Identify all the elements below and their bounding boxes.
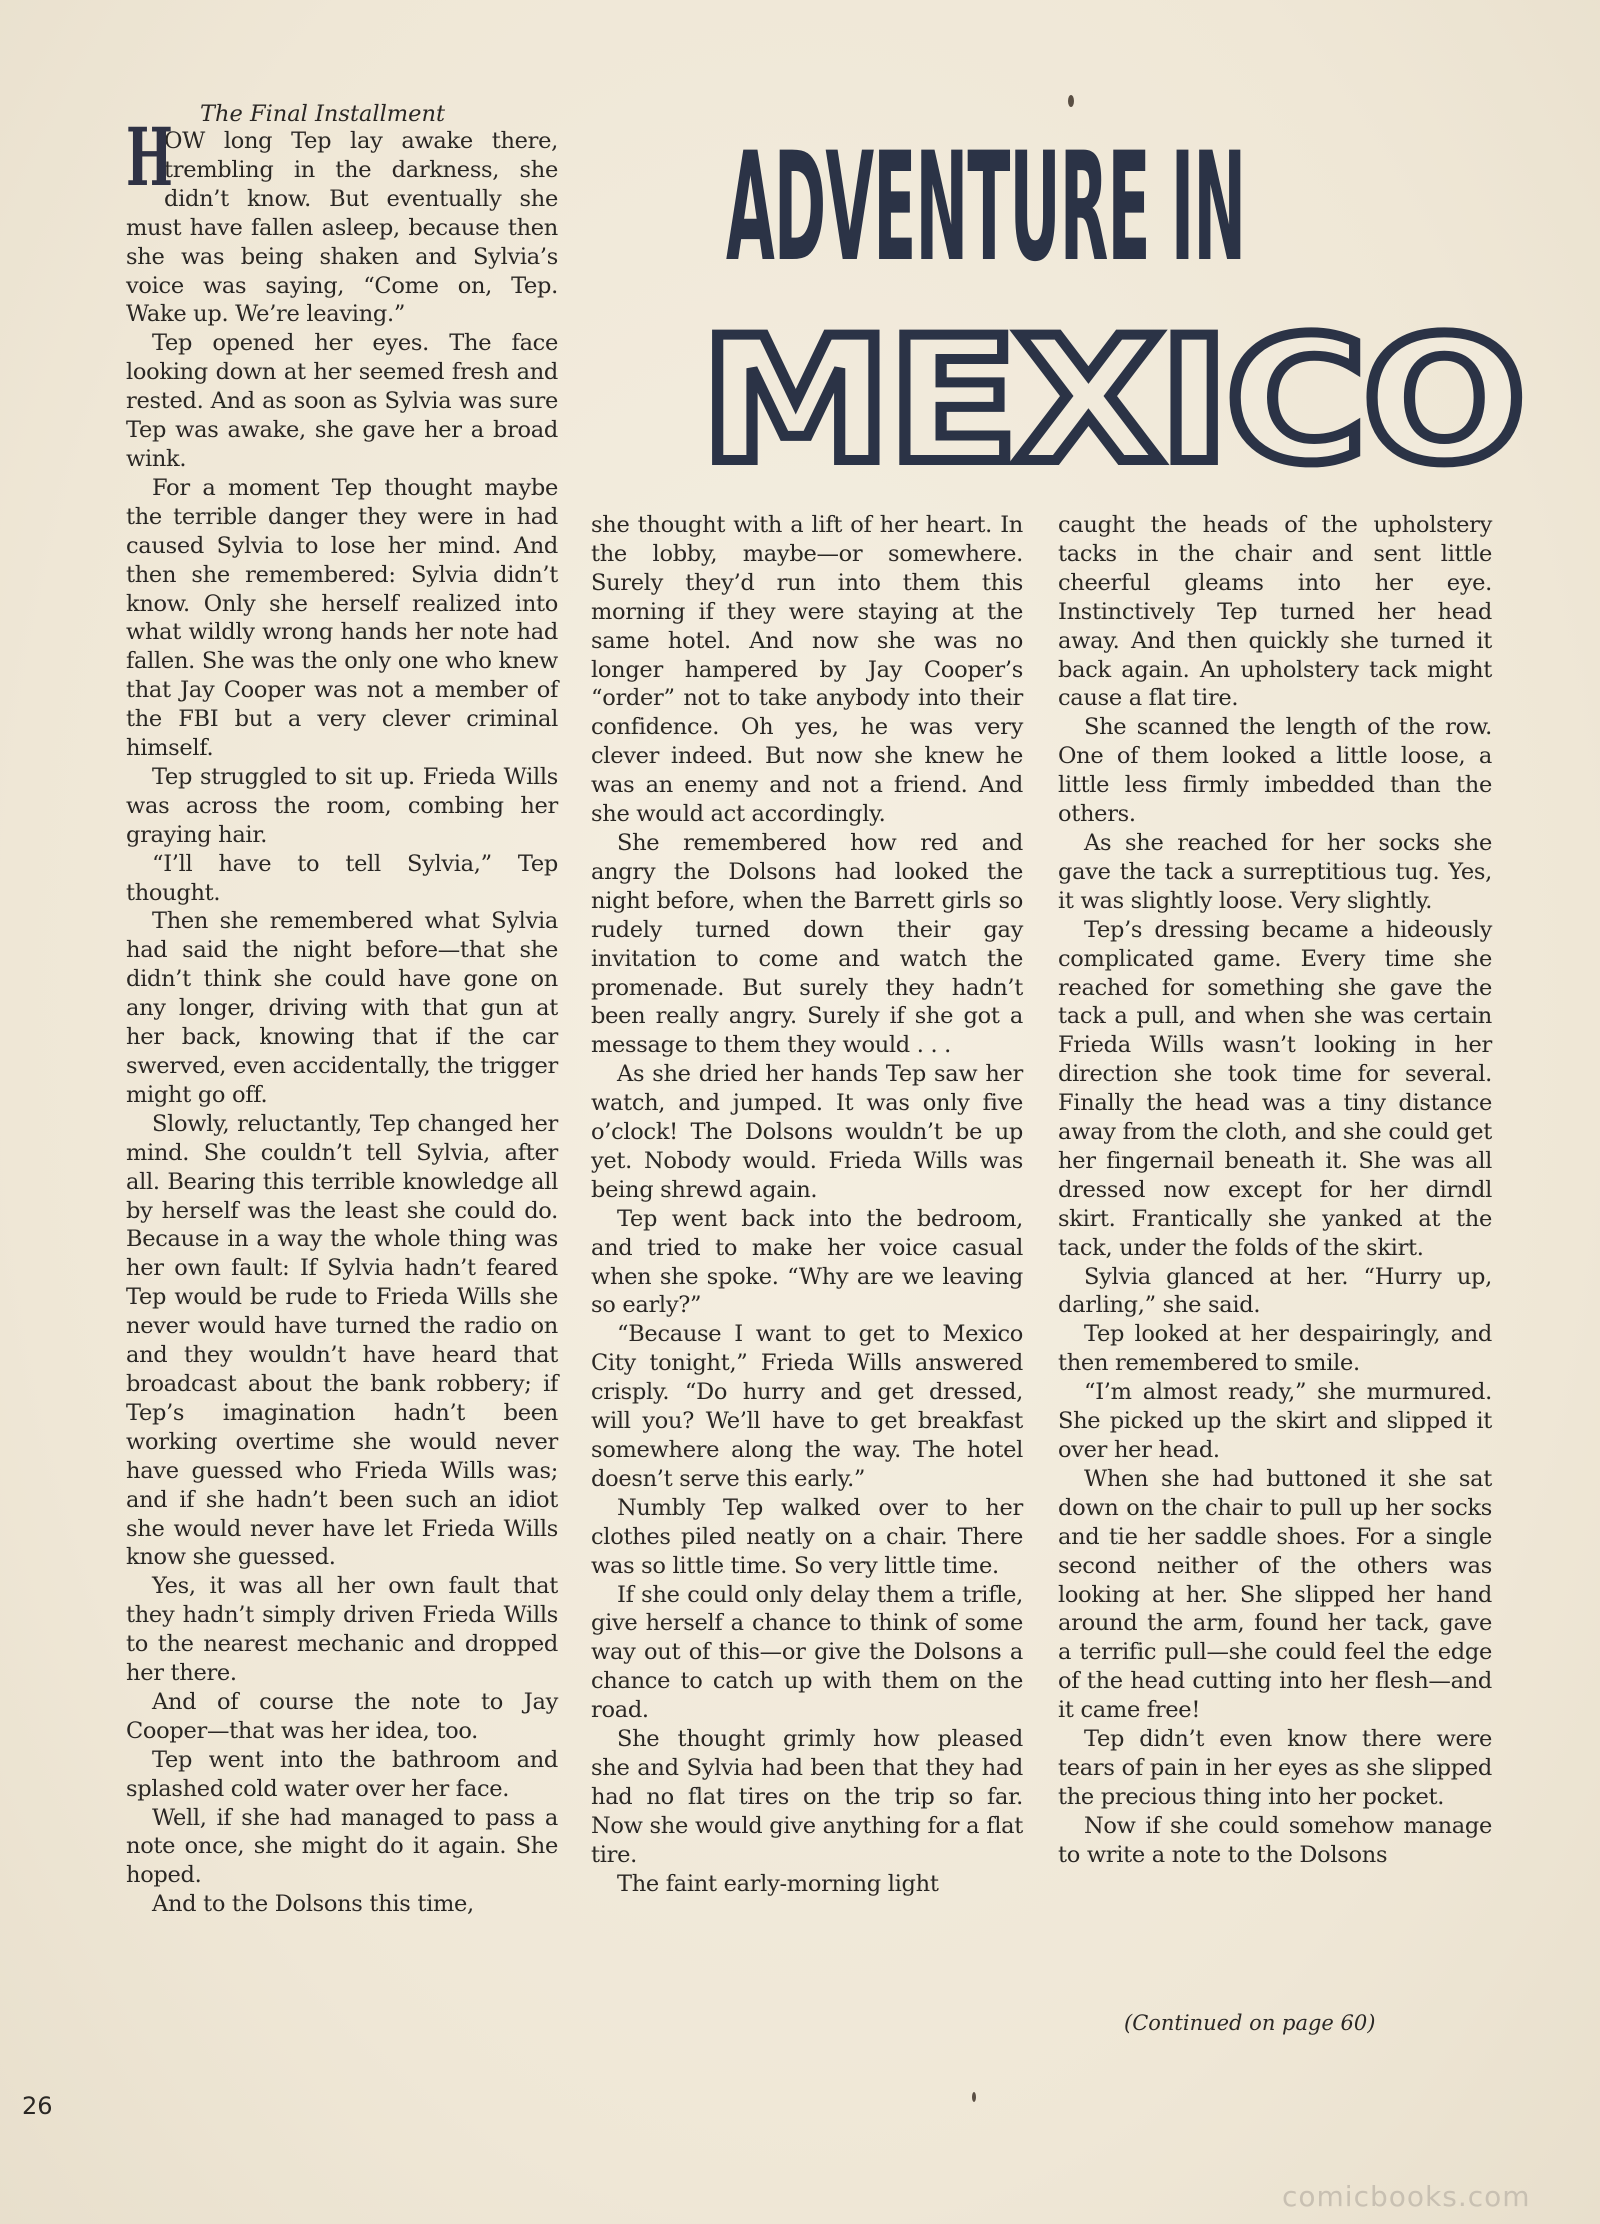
paragraph: If she could only delay them a trifle, give herself a chance to think of some way out of this—or give the Dolsons a chance to catch up with them on the road. (591, 1581, 1023, 1724)
paragraph: Tep went into the bathroom and splashed cold water over her face. (126, 1746, 558, 1802)
title-line-2: MEXICO (700, 300, 1522, 501)
installment-label: The Final Installment (200, 101, 445, 127)
paragraph: Tep didn’t even know there were tears of pain in her eyes as she slipped the precious thing into her pocket. (1058, 1726, 1492, 1810)
paragraph: Sylvia glanced at her. “Hurry up, darling,” she said. (1058, 1263, 1492, 1319)
drop-cap: H (126, 110, 173, 204)
paragraph: When she had buttoned it she sat down on the chair to pull up her socks and tie her saddle shoes. For a single second neither of the others was looking at her. She slipped her hand around the arm, found her tack, gave a terrific pull—she could feel the edge of the head cutting into her flesh—and it came free! (1058, 1465, 1492, 1724)
paragraph: For a moment Tep thought maybe the terrible danger they were in had caused Sylvia to lose her mind. And then she remembered: Sylvia didn’t know. Only she herself realized into what wildly wrong hands her note had fallen. She was the only one who knew that Jay Cooper was not a member of the FBI but a very clever criminal himself. (126, 474, 558, 762)
paragraph: “I’m almost ready,” she murmured. She picked up the skirt and slipped it over her head. (1058, 1379, 1492, 1463)
paragraph: Tep opened her eyes. The face looking down at her seemed fresh and rested. And as soon as Sylvia was sure Tep was awake, she gave her a broad wink. (126, 330, 558, 472)
paragraph: Tep went back into the bedroom, and tried to make her voice casual when she spoke. “Why are we leaving so early?” (591, 1205, 1023, 1319)
paragraph: The faint early-morning light (617, 1870, 939, 1897)
paragraph: Tep’s dressing became a hideously complicated game. Every time she reached for something she gave the tack a pull, and when she was certain Frieda Wills wasn’t looking in her direction she took time for several. Finally the head was a tiny distance away from the cloth, and she could get her fingernail beneath it. She was all dressed now except for her dirndl skirt. Frantically she yanked at the tack, under the folds of the skirt. (1058, 916, 1492, 1261)
ink-speck (972, 2092, 976, 2102)
paragraph: “I’ll have to tell Sylvia,” Tep thought. (126, 850, 558, 906)
paragraph: As she reached for her socks she gave the tack a surreptitious tug. Yes, it was slightly loose. Very slightly. (1058, 829, 1492, 914)
paragraph: OW long Tep lay awake there, trembling in the darkness, she didn’t know. But eventually she must have fallen asleep, because then she was being shaken and Sylvia’s voice was saying, “Come on, Tep. Wake up. We’re leaving.” (126, 128, 558, 328)
paragraph: Tep struggled to sit up. Frieda Wills was across the room, combing her graying hair. (126, 763, 558, 848)
continued-note: (Continued on page 60) (1124, 2011, 1376, 2035)
ink-speck (1068, 95, 1074, 107)
paragraph: Well, if she had managed to pass a note once, she might do it again. She hoped. (126, 1804, 558, 1889)
paragraph: She thought grimly how pleased she and Sylvia had been that they had had no flat tires on the trip so far. Now she would give anything for a flat tire. (591, 1726, 1023, 1868)
paragraph: She scanned the length of the row. One of them looked a little loose, a little less firmly imbedded than the others. (1058, 714, 1492, 828)
paragraph: And to the Dolsons this time, (152, 1891, 474, 1918)
paragraph: Now if she could somehow manage to write a note to the Dolsons (1058, 1812, 1492, 1868)
paragraph: “Because I want to get to Mexico City tonight,” Frieda Wills answered crisply. “Do hurry and get dressed, will you? We’ll have to get breakfast somewhere along the way. The hotel doesn’t serve this early.” (591, 1321, 1023, 1492)
paragraph: caught the heads of the upholstery tacks in the chair and sent little cheerful gleams into her eye. Instinctively Tep turned her head away. And then quickly she turned it back again. An upholstery tack might cause a flat tire. (1058, 512, 1492, 712)
paragraph: As she dried her hands Tep saw her watch, and jumped. It was only five o’clock! The Dolsons wouldn’t be up yet. Nobody would. Frieda Wills was being shrewd again. (591, 1061, 1023, 1203)
page-number: 26 (22, 2092, 53, 2120)
paragraph: Yes, it was all her own fault that they hadn’t simply driven Frieda Wills to the nearest mechanic and dropped her there. (126, 1573, 558, 1687)
title-line-1: ADVENTURE IN (726, 121, 1246, 295)
paragraph: Slowly, reluctantly, Tep changed her mind. She couldn’t tell Sylvia, after all. Bearing this terrible knowledge all by herself was the least she could do. Because in a way the whole thing was her own fault: If Sylvia hadn’t feared Tep would be rude to Frieda Wills she never would have turned the radio on and they wouldn’t have heard that broadcast about the bank robbery; if Tep’s imagination hadn’t been working overtime she would never have guessed who Frieda Wills was; and if she hadn’t been such an idiot she would never have let Frieda Wills know she guessed. (126, 1110, 558, 1571)
text-column-3 (1058, 511, 1492, 1870)
paragraph: Numbly Tep walked over to her clothes piled neatly on a chair. There was so little time. So very little time. (591, 1494, 1023, 1579)
paragraph: Then she remembered what Sylvia had said the night before—that she didn’t think she could have gone on any longer, driving with that gun at her back, knowing that if the car swerved, even accidentally, the trigger might go off. (126, 908, 558, 1108)
watermark: comicbooks.com (1282, 2180, 1531, 2213)
text-column-2 (591, 511, 1023, 1899)
paragraph: Tep looked at her despairingly, and then remembered to smile. (1058, 1321, 1492, 1377)
paragraph: she thought with a lift of her heart. In the lobby, maybe—or somewhere. Surely they’d run into them this morning if they were staying at the same hotel. And now she was no longer hampered by Jay Cooper’s “order” not to take anybody into their confidence. Oh yes, he was very clever indeed. But now she knew he was an enemy and not a friend. And she would act accordingly. (591, 512, 1023, 828)
paragraph: She remembered how red and angry the Dolsons had looked the night before, when the Barrett girls so rudely turned down their gay invitation to come and watch the promenade. But surely they hadn’t been really angry. Surely if she got a message to them they would . . . (591, 829, 1023, 1059)
paragraph: And of course the note to Jay Cooper—that was her idea, too. (126, 1688, 558, 1744)
